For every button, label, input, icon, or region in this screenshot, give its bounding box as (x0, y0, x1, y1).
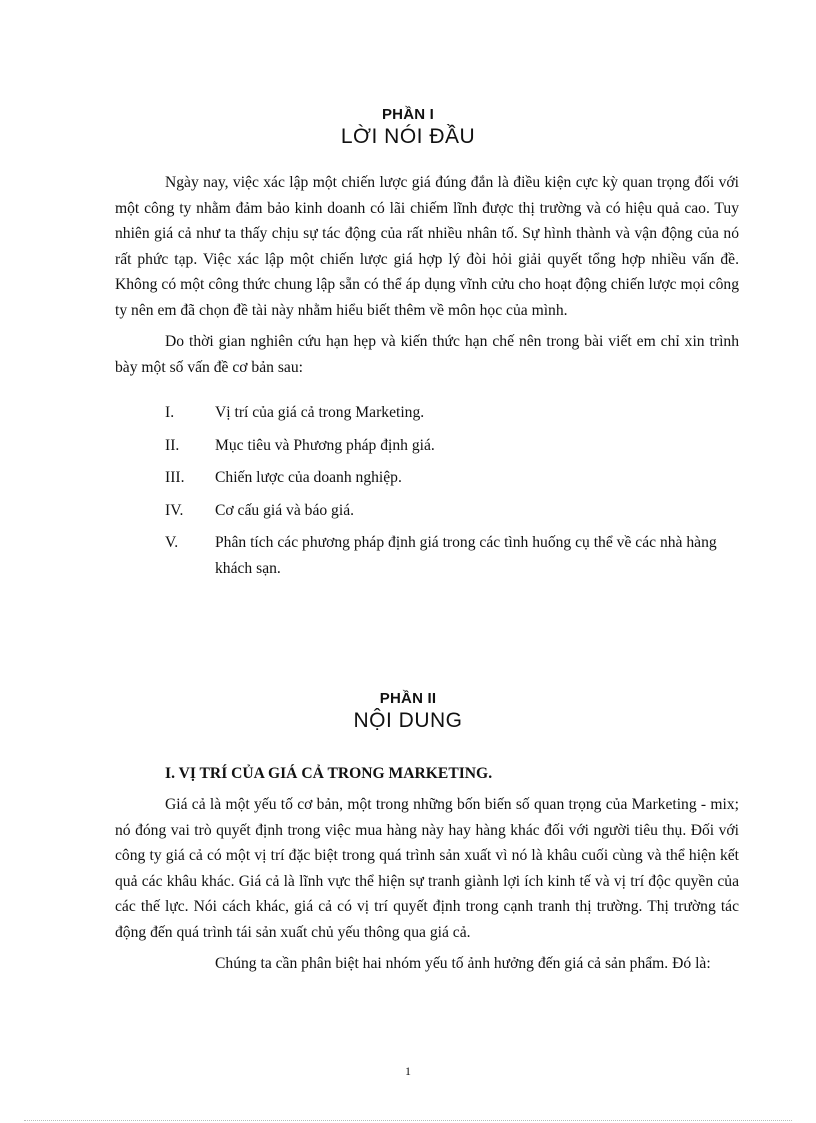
section-heading: I. VỊ TRÍ CỦA GIÁ CẢ TRONG MARKETING. (165, 765, 493, 782)
part1-title: LỜI NÓI ĐẦU (340, 125, 476, 148)
list-item-text: Chiến lược của doanh nghiệp. (215, 469, 402, 486)
part2-title: NỘI DUNG (353, 709, 463, 732)
list-item-number: II. (165, 436, 180, 454)
list-item-text: Phân tích các phương pháp định giá trong các tình huống cụ thể về các nhà hàng khách sạn. (215, 534, 717, 577)
list-item-number: I. (165, 404, 175, 421)
part2-paragraph-1: Giá cả là một yếu tố cơ bản, một trong những bốn biến số quan trọng của Marketing - mix; nó đóng vai trò quyết định trong việc mua hàng này hay hàng khác đối với người tiêu thụ. Đối với công ty giá cả có một vị trí đặc biệt trong quá trình sản xuất vì nó là khâu cuối cùng và thể hiện kết quả các khâu khác. Giá cả là lĩnh vực thể hiện sự tranh giành lợi ích kinh tế và vị trí độc quyền của các thế lực. Nói cách khác, giá cả có vị trí quyết định trong cạnh tranh thị trường. Thị trường tác động đến quá trình tái sản xuất chủ yếu thông qua giá cả. (115, 796, 739, 941)
list-item-number: IV. (165, 501, 184, 519)
list-item (115, 465, 739, 491)
list-item-text: Cơ cấu giá và báo giá. (215, 501, 355, 519)
part1-label: PHẦN I (381, 106, 435, 123)
list-item (115, 498, 739, 524)
list-item (115, 530, 739, 581)
list-item-text: Mục tiêu và Phương pháp định giá. (215, 436, 435, 454)
part1-intro (115, 170, 739, 386)
part2-label: PHẦN II (379, 690, 437, 707)
part2-body (115, 792, 739, 983)
list-item-number: V. (165, 534, 179, 551)
part1-paragraph-2: Do thời gian nghiên cứu hạn hẹp và kiến thức hạn chế nên trong bài viết em chỉ xin trình bày một số vấn đề cơ bản sau: (115, 333, 739, 376)
topics-list (115, 400, 739, 588)
part2-paragraph-2: Chúng ta cần phân biệt hai nhóm yếu tố ảnh hưởng đến giá cả sản phẩm. Đó là: (215, 955, 711, 972)
list-item-number: III. (165, 469, 185, 486)
part1-paragraph-1: Ngày nay, việc xác lập một chiến lược giá đúng đắn là điều kiện cực kỳ quan trọng đối với một công ty nhằm đảm bảo kinh doanh có lãi chiếm lĩnh được thị trường và có hiệu quả cao. Tuy nhiên giá cả như ta thấy chịu sự tác động của rất nhiều nhân tố. Sự hình thành và vận động của nó rất phức tạp. Việc xác lập một chiến lược giá hợp lý đòi hỏi giải quyết tổng hợp nhiều vấn đề. Không có một công thức chung lập sẵn có thể áp dụng vĩnh cửu cho hoạt động chiến lược mọi công ty nên em đã chọn đề tài này nhằm hiểu biết thêm về môn học của mình. (115, 174, 739, 319)
list-item (115, 433, 739, 459)
page-number: 1 (405, 1064, 411, 1078)
list-item-text: Vị trí của giá cả trong Marketing. (215, 404, 425, 421)
page-bottom-divider (24, 1120, 792, 1121)
list-item (115, 400, 739, 426)
